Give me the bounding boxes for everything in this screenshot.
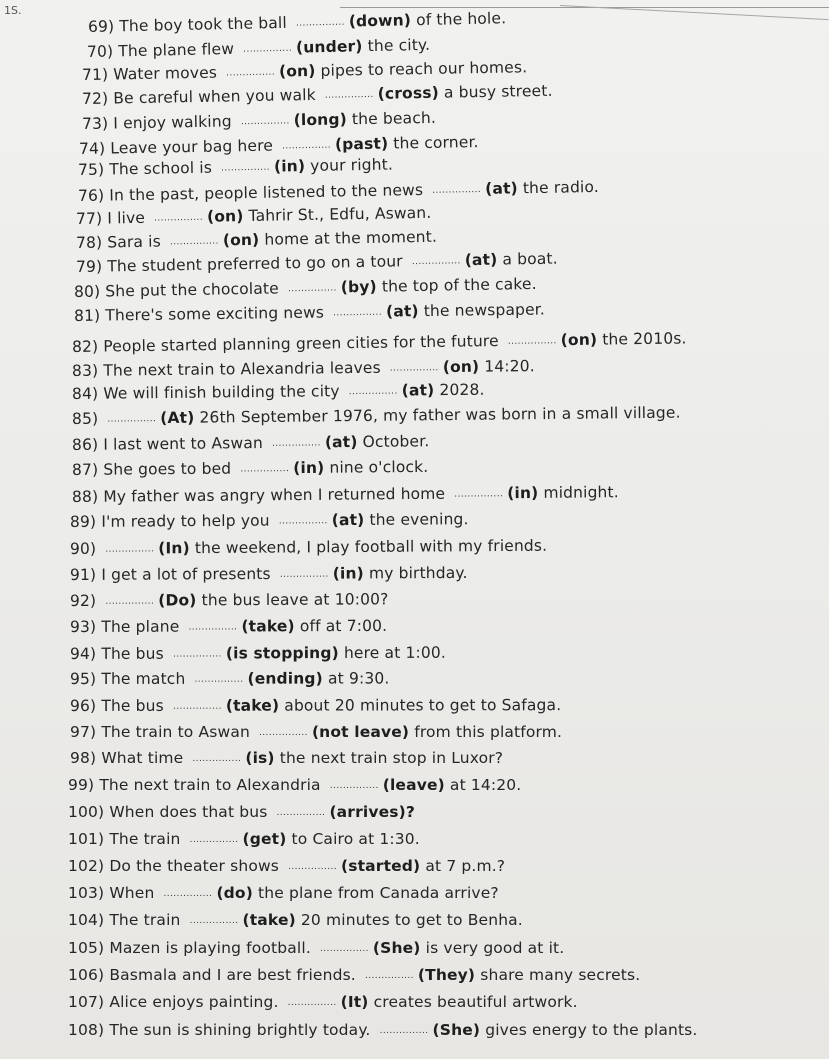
answer-blank[interactable]: ............... bbox=[188, 622, 238, 633]
item-text-after: pipes to reach our homes. bbox=[320, 58, 528, 80]
exercise-item bbox=[72, 483, 619, 506]
exercise-item bbox=[70, 644, 446, 663]
exercise-item bbox=[68, 884, 499, 902]
exercise-item bbox=[70, 590, 389, 610]
answer-blank[interactable]: ............... bbox=[288, 862, 338, 872]
item-number: 77) bbox=[75, 209, 103, 228]
answer-blank[interactable]: ............... bbox=[226, 67, 276, 79]
item-hint: (at) bbox=[385, 302, 419, 321]
item-text-after: off at 7:00. bbox=[299, 616, 388, 636]
exercise-item bbox=[79, 133, 479, 158]
item-text-after: share many secrets. bbox=[480, 966, 641, 984]
item-hint: (at) bbox=[464, 250, 498, 270]
item-hint: (on) bbox=[278, 61, 316, 81]
item-text-before: When bbox=[109, 884, 155, 902]
answer-blank[interactable]: ............... bbox=[324, 89, 374, 101]
item-number: 108) bbox=[68, 1021, 105, 1039]
item-text-before: Water moves bbox=[113, 63, 218, 84]
item-text-after: the weekend, I play football with my friends. bbox=[194, 536, 548, 558]
item-text-after: nine o'clock. bbox=[329, 457, 429, 477]
answer-blank[interactable]: ............... bbox=[279, 569, 329, 580]
item-text-before: The train bbox=[109, 830, 181, 848]
item-text-before: The bus bbox=[101, 644, 164, 663]
item-number: 83) bbox=[71, 361, 99, 380]
item-hint: (cross) bbox=[377, 83, 440, 103]
exercise-item bbox=[72, 404, 681, 428]
item-number: 84) bbox=[71, 384, 99, 403]
answer-blank[interactable]: ............... bbox=[295, 17, 345, 29]
item-number: 69) bbox=[87, 17, 115, 36]
answer-blank[interactable]: ............... bbox=[281, 140, 332, 152]
item-number: 89) bbox=[69, 512, 97, 531]
item-number: 104) bbox=[68, 911, 105, 929]
item-text-after: the top of the cake. bbox=[381, 274, 537, 296]
exercise-item bbox=[70, 669, 389, 688]
exercise-item bbox=[82, 82, 553, 108]
item-hint: (do) bbox=[216, 884, 253, 902]
item-hint: (ending) bbox=[247, 669, 323, 688]
answer-blank[interactable]: ............... bbox=[319, 944, 369, 954]
item-text-after: the plane from Canada arrive? bbox=[258, 884, 499, 902]
item-text-before: I'm ready to help you bbox=[101, 511, 270, 531]
item-hint: (by) bbox=[340, 277, 377, 297]
item-hint: (at) bbox=[324, 433, 358, 452]
item-text-after: 14:20. bbox=[484, 357, 535, 376]
exercise-item bbox=[78, 156, 393, 179]
item-hint: (take) bbox=[241, 617, 295, 636]
answer-blank[interactable]: ............... bbox=[169, 236, 219, 248]
item-number: 82) bbox=[71, 337, 99, 356]
answer-blank[interactable]: ............... bbox=[454, 489, 504, 500]
item-hint: (on) bbox=[222, 230, 260, 250]
item-hint: (at) bbox=[484, 179, 518, 198]
item-number: 74) bbox=[78, 139, 106, 158]
item-text-after: the beach. bbox=[351, 108, 437, 129]
item-text-before: Mazen is playing football. bbox=[109, 939, 311, 957]
corner-mark: 1S. bbox=[4, 4, 22, 17]
item-text-after: at 14:20. bbox=[449, 776, 522, 794]
item-text-after: the bus leave at 10:00? bbox=[201, 590, 389, 610]
item-text-before: The plane bbox=[101, 617, 180, 636]
answer-blank[interactable]: ............... bbox=[189, 916, 239, 926]
answer-blank[interactable]: ............... bbox=[192, 754, 242, 764]
answer-blank[interactable]: ............... bbox=[379, 1026, 429, 1036]
item-text-before: Alice enjoys painting. bbox=[109, 993, 279, 1011]
exercise-item bbox=[72, 357, 535, 380]
answer-blank[interactable]: ............... bbox=[172, 701, 222, 712]
item-hint: (is stopping) bbox=[225, 644, 339, 663]
item-text-before: In the past, people listened to the news bbox=[109, 180, 424, 205]
answer-blank[interactable]: ............... bbox=[278, 516, 328, 527]
item-hint: (under) bbox=[295, 37, 363, 57]
exercise-item bbox=[68, 939, 564, 957]
item-number: 103) bbox=[68, 884, 105, 902]
item-number: 87) bbox=[71, 460, 99, 479]
exercise-item bbox=[68, 857, 505, 875]
item-hint: (at) bbox=[401, 381, 435, 400]
exercise-item bbox=[72, 432, 430, 454]
item-text-after: at 9:30. bbox=[327, 669, 390, 688]
answer-blank[interactable]: ............... bbox=[276, 808, 326, 818]
exercise-item bbox=[76, 250, 558, 276]
item-text-before: Be careful when you walk bbox=[113, 85, 316, 108]
exercise-item bbox=[70, 749, 503, 767]
item-hint: (In) bbox=[158, 539, 190, 558]
exercise-item bbox=[88, 9, 507, 36]
item-number: 99) bbox=[68, 776, 95, 794]
item-text-after: creates beautiful artwork. bbox=[373, 993, 578, 1011]
item-text-after: the corner. bbox=[393, 133, 479, 153]
item-number: 81) bbox=[73, 306, 101, 325]
item-text-after: home at the moment. bbox=[264, 227, 438, 249]
item-text-before: Do the theater shows bbox=[109, 857, 280, 875]
exercise-item bbox=[68, 830, 420, 848]
item-text-before: The boy took the ball bbox=[119, 13, 288, 36]
answer-blank[interactable]: ............... bbox=[287, 998, 337, 1008]
item-text-after: gives energy to the plants. bbox=[485, 1021, 698, 1039]
item-hint: (on) bbox=[206, 207, 244, 226]
answer-blank[interactable]: ............... bbox=[432, 184, 482, 196]
answer-blank[interactable]: ............... bbox=[189, 835, 239, 845]
exercise-item bbox=[68, 993, 578, 1011]
item-text-before: She goes to bed bbox=[103, 459, 232, 479]
item-text-after: 20 minutes to get to Benha. bbox=[300, 911, 523, 929]
item-text-before: I enjoy walking bbox=[113, 112, 232, 133]
item-hint: (They) bbox=[417, 966, 476, 984]
item-number: 91) bbox=[69, 565, 97, 584]
item-text-before: I live bbox=[107, 208, 146, 228]
answer-blank[interactable]: ............... bbox=[389, 363, 439, 374]
item-text-before: The next train to Alexandria bbox=[99, 776, 321, 794]
answer-blank[interactable]: ............... bbox=[105, 544, 155, 555]
answer-blank[interactable]: ............... bbox=[287, 283, 337, 295]
item-text-after: of the hole. bbox=[415, 9, 507, 30]
item-number: 97) bbox=[70, 723, 97, 741]
item-text-after: a busy street. bbox=[443, 81, 553, 102]
exercise-item bbox=[70, 537, 547, 558]
item-text-before: The student preferred to go on a tour bbox=[107, 252, 403, 276]
item-text-before: Sara is bbox=[107, 232, 162, 252]
item-text-before: People started planning green cities for the future bbox=[103, 332, 499, 356]
item-number: 78) bbox=[75, 233, 103, 252]
answer-blank[interactable]: ............... bbox=[240, 464, 290, 475]
item-text-after: Tahrir St., Edfu, Aswan. bbox=[248, 203, 432, 225]
item-text-before: Leave your bag here bbox=[110, 136, 274, 158]
item-text-after: midnight. bbox=[543, 483, 619, 502]
item-text-after: is very good at it. bbox=[425, 939, 565, 957]
item-text-before: When does that bus bbox=[109, 803, 268, 821]
item-hint: (arrives)? bbox=[329, 803, 416, 821]
item-text-before: She put the chocolate bbox=[105, 279, 280, 301]
item-hint: (on) bbox=[442, 357, 480, 377]
item-text-after: 26th September 1976, my father was born in a small village. bbox=[199, 403, 681, 427]
item-number: 94) bbox=[69, 644, 97, 663]
item-text-after: here at 1:00. bbox=[343, 643, 446, 663]
item-number: 86) bbox=[71, 435, 99, 454]
answer-blank[interactable]: ............... bbox=[105, 596, 155, 607]
exercise-item bbox=[72, 458, 428, 479]
answer-blank[interactable]: ............... bbox=[259, 728, 308, 738]
item-hint: (At) bbox=[160, 408, 195, 428]
item-text-before: What time bbox=[101, 749, 184, 767]
exercise-item bbox=[70, 510, 469, 531]
exercise-item bbox=[70, 723, 562, 741]
item-number: 107) bbox=[68, 993, 105, 1011]
exercise-item bbox=[72, 381, 485, 403]
answer-blank[interactable]: ............... bbox=[333, 307, 383, 319]
item-hint: (Do) bbox=[158, 591, 197, 610]
exercise-item bbox=[72, 329, 687, 356]
item-text-after: the newspaper. bbox=[423, 300, 546, 321]
item-number: 105) bbox=[68, 939, 105, 957]
exercise-item bbox=[74, 300, 545, 325]
answer-blank[interactable]: ............... bbox=[154, 212, 204, 224]
answer-blank[interactable]: ............... bbox=[364, 971, 414, 981]
item-number: 79) bbox=[75, 257, 103, 276]
item-text-after: the 2010s. bbox=[602, 329, 687, 349]
item-hint: (take) bbox=[225, 696, 280, 715]
item-hint: (is) bbox=[245, 749, 275, 767]
item-text-before: The bus bbox=[101, 696, 164, 715]
item-hint: (down) bbox=[348, 11, 412, 31]
item-text-after: to Cairo at 1:30. bbox=[291, 830, 420, 848]
item-hint: (She) bbox=[372, 939, 421, 957]
answer-blank[interactable]: ............... bbox=[411, 256, 461, 268]
item-hint: (at) bbox=[331, 510, 365, 530]
item-number: 106) bbox=[68, 966, 105, 984]
item-number: 96) bbox=[69, 696, 97, 715]
item-text-after: your right. bbox=[310, 155, 394, 175]
exercise-item bbox=[74, 275, 537, 301]
item-text-before: The train bbox=[109, 911, 181, 929]
exercise-item bbox=[70, 564, 468, 584]
item-hint: (in) bbox=[507, 483, 539, 503]
item-number: 72) bbox=[81, 89, 109, 108]
item-number: 98) bbox=[70, 749, 97, 767]
item-number: 95) bbox=[69, 669, 97, 688]
item-number: 88) bbox=[71, 487, 99, 506]
item-number: 92) bbox=[69, 591, 97, 610]
item-hint: (take) bbox=[242, 911, 296, 929]
item-hint: (leave) bbox=[382, 776, 445, 794]
exercise-item bbox=[68, 966, 640, 984]
exercise-item bbox=[78, 178, 599, 205]
answer-blank[interactable]: ............... bbox=[507, 336, 557, 347]
item-hint: (She) bbox=[432, 1021, 481, 1039]
item-number: 70) bbox=[86, 42, 114, 61]
item-text-after: the radio. bbox=[522, 177, 600, 198]
answer-blank[interactable]: ............... bbox=[163, 889, 213, 899]
exercise-item bbox=[68, 803, 415, 821]
item-text-after: the next train stop in Luxor? bbox=[279, 749, 504, 767]
item-hint: (past) bbox=[334, 134, 389, 154]
item-number: 90) bbox=[69, 539, 97, 558]
exercise-item bbox=[82, 58, 528, 84]
item-number: 85) bbox=[71, 409, 99, 428]
item-number: 71) bbox=[81, 65, 109, 84]
item-text-before: The plane flew bbox=[118, 39, 235, 61]
item-text-after: 2028. bbox=[439, 380, 485, 400]
exercise-item bbox=[82, 109, 436, 133]
item-hint: (It) bbox=[340, 993, 369, 1011]
answer-blank[interactable]: ............... bbox=[243, 43, 293, 55]
item-text-before: The match bbox=[101, 669, 186, 688]
exercise-item bbox=[68, 776, 521, 794]
item-number: 93) bbox=[69, 617, 97, 636]
answer-blank[interactable]: ............... bbox=[348, 386, 398, 398]
item-hint: (in) bbox=[273, 157, 306, 176]
item-text-after: the city. bbox=[367, 35, 431, 56]
item-hint: (get) bbox=[242, 830, 287, 848]
item-text-after: my birthday. bbox=[368, 563, 468, 583]
item-text-after: from this platform. bbox=[414, 723, 563, 741]
item-text-before: I last went to Aswan bbox=[103, 434, 263, 454]
item-number: 101) bbox=[68, 830, 105, 848]
item-text-after: October. bbox=[362, 432, 430, 451]
item-hint: (long) bbox=[293, 110, 348, 130]
answer-blank[interactable]: ............... bbox=[221, 162, 271, 174]
item-text-before: I get a lot of presents bbox=[101, 564, 271, 584]
item-text-after: the evening. bbox=[369, 510, 469, 529]
item-number: 76) bbox=[77, 186, 105, 205]
item-number: 75) bbox=[77, 160, 105, 179]
item-text-after: at 7 p.m.? bbox=[425, 857, 506, 875]
item-number: 80) bbox=[73, 282, 101, 301]
answer-blank[interactable]: ............... bbox=[329, 781, 379, 791]
item-text-after: a boat. bbox=[502, 249, 558, 269]
item-text-before: There's some exciting news bbox=[105, 303, 325, 325]
exercise-item bbox=[87, 36, 431, 61]
item-number: 100) bbox=[68, 803, 105, 821]
answer-blank[interactable]: ............... bbox=[107, 414, 157, 425]
item-hint: (on) bbox=[560, 330, 598, 350]
exercise-item bbox=[68, 1021, 697, 1039]
item-hint: (started) bbox=[341, 857, 421, 875]
item-number: 102) bbox=[68, 857, 105, 875]
item-hint: (in) bbox=[293, 458, 325, 478]
exercise-item bbox=[68, 911, 523, 929]
item-text-before: The school is bbox=[109, 158, 213, 179]
exercise-item bbox=[70, 696, 561, 715]
exercise-item bbox=[70, 617, 387, 636]
item-number: 73) bbox=[81, 114, 109, 133]
answer-blank[interactable]: ............... bbox=[271, 438, 321, 449]
item-hint: (not leave) bbox=[311, 723, 410, 741]
item-text-before: My father was angry when I returned home bbox=[103, 484, 446, 506]
item-text-before: The sun is shining brightly today. bbox=[109, 1021, 371, 1039]
answer-blank[interactable]: ............... bbox=[240, 116, 290, 128]
item-text-before: Basmala and I are best friends. bbox=[109, 966, 356, 984]
item-text-before: We will finish building the city bbox=[103, 382, 340, 403]
exercise-item bbox=[76, 204, 432, 228]
item-text-after: about 20 minutes to get to Safaga. bbox=[284, 696, 562, 715]
item-text-before: The train to Aswan bbox=[101, 723, 250, 741]
exercise-item bbox=[76, 228, 437, 252]
answer-blank[interactable]: ............... bbox=[194, 674, 244, 685]
item-text-before: The next train to Alexandria leaves bbox=[103, 358, 381, 380]
answer-blank[interactable]: ............... bbox=[172, 649, 222, 660]
item-hint: (in) bbox=[332, 564, 364, 583]
